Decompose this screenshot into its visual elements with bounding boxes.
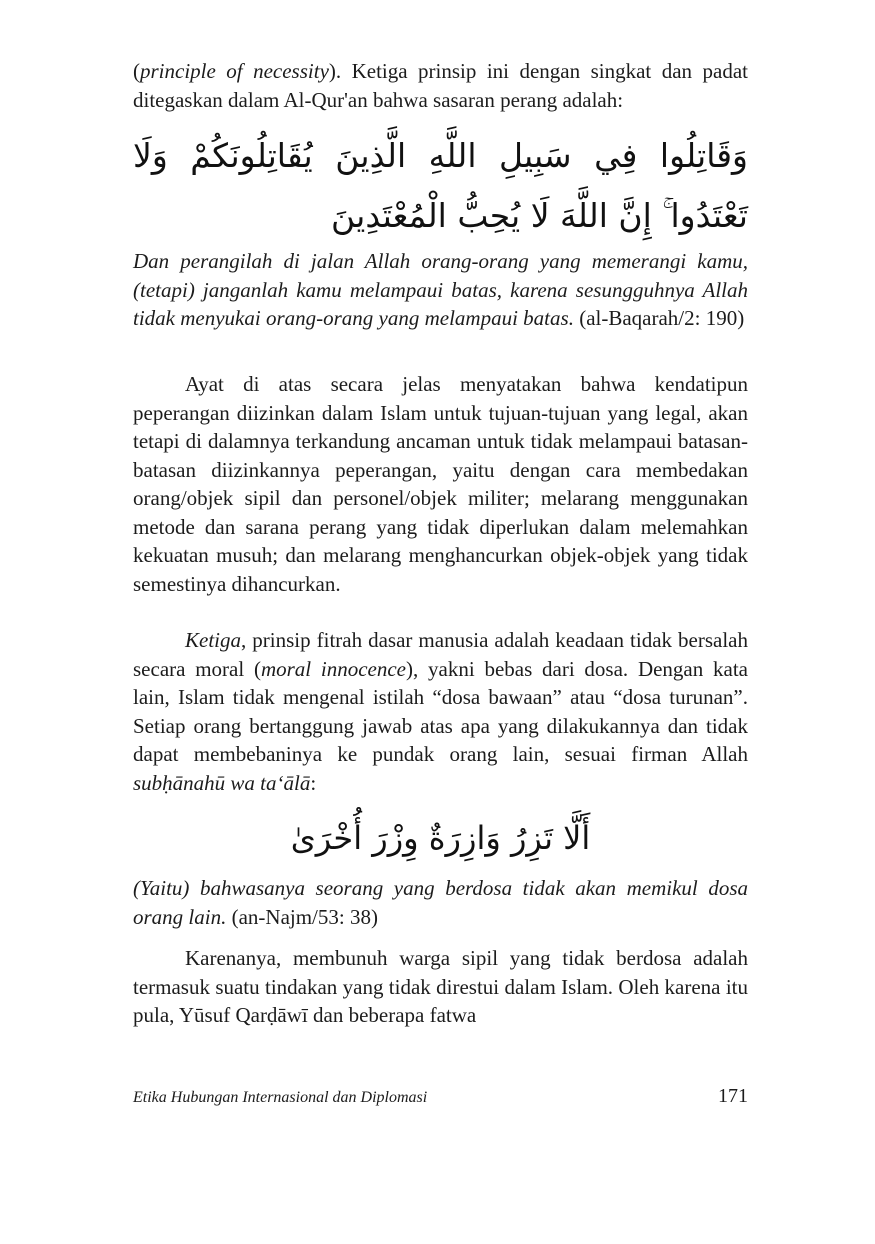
body-paragraph-2: Ketiga, prinsip fitrah dasar manusia adalah keadaan tidak bersalah secara moral (moral innocence), yakni bebas dari dosa. Dengan kata lain, Islam tidak mengenal istilah “dosa bawaan” atau “dosa turunan”. Setiap orang bertanggung jawab atas apa yang dilakukannya dan tidak dapat membebaninya ke pundak orang lain, sesuai firman Allah subḥānahū wa ta‘ālā:	[133, 628, 748, 795]
verse1-translation: Dan perangilah di jalan Allah orang-orang yang memerangi kamu, (tetapi) janganlah kamu melampaui batas, karena sesungguhnya Allah tidak menyukai orang-orang yang melampaui batas. (al-Baqarah/2: 190)	[133, 249, 748, 330]
verse2-reference: (an-Najm/53: 38)	[231, 904, 378, 929]
running-footer-title: Etika Hubungan Internasional dan Diplomasi	[133, 1089, 428, 1106]
verse2-translation: (Yaitu) bahwasanya seorang yang berdosa tidak akan memikul dosa orang lain. (an-Najm/53: 38)	[133, 876, 748, 929]
page-footer	[133, 1085, 748, 1108]
body-paragraph-3: Karenanya, membunuh warga sipil yang tidak berdosa adalah termasuk suatu tindakan yang tidak direstui dalam Islam. Oleh karena itu pula, Yūsuf Qarḍāwī dan beberapa fatwa	[133, 946, 748, 1027]
quran-verse-al-baqarah: وَقَاتِلُوا فِي سَبِيلِ اللَّهِ الَّذِينَ يُقَاتِلُونَكُمْ وَلَا تَعْتَدُوا ۚ إِنَّ اللَّهَ لَا يُحِبُّ الْمُعْتَدِينَ	[133, 136, 748, 235]
intro-italic-term: principle of necessity	[140, 59, 329, 83]
body-paragraph-1: Ayat di atas secara jelas menyatakan bahwa kendatipun peperangan diizinkan dalam Islam untuk tujuan-tujuan yang legal, akan tetapi di dalamnya terkandung ancaman untuk tidak melampaui batasan-batasan diizinkannya peperangan, yaitu dengan cara membedakan orang/objek sipil dan personel/objek militer; melarang menggunakan metode dan sarana perang yang tidak diperlukan dalam melemahkan kekuatan musuh; dan melarang menghancurkan objek-objek yang tidak semestinya dihancurkan.	[133, 372, 748, 596]
verse1-reference: (al-Baqarah/2: 190)	[579, 306, 745, 330]
intro-paragraph: (principle of necessity). Ketiga prinsip ini dengan singkat dan padat ditegaskan dalam Al-Qur'an bahwa sasaran perang adalah:	[133, 59, 748, 112]
quran-verse-an-najm: أَلَّا تَزِرُ وَازِرَةٌ وِزْرَ أُخْرَىٰ	[290, 819, 591, 857]
page-number: 171	[718, 1085, 748, 1107]
